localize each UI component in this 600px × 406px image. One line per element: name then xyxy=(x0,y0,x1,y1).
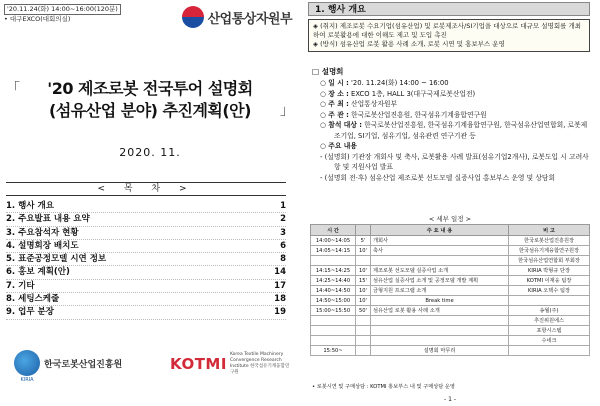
table-row xyxy=(311,256,590,266)
info-value: 산업통상자원부 xyxy=(348,100,398,108)
schedule-cell-note: KOTMI 이재웅 팀장 xyxy=(509,276,590,286)
kiria-name: 한국로봇산업진흥원 xyxy=(44,359,123,370)
schedule-cell-content: 섬유산업 로봇 활용 사례 소개 xyxy=(371,306,509,316)
toc-item xyxy=(6,306,286,319)
schedule-cell-time: 14:00~14:05 xyxy=(311,236,356,246)
schedule-cell-dur: 5' xyxy=(356,236,371,246)
toc-item-page: 3 xyxy=(280,227,286,238)
col-note: 비 고 xyxy=(509,225,590,236)
schedule-cell-time: 14:15~14:25 xyxy=(311,266,356,276)
title-line-1: '20 제조로봇 전국투어 설명회 xyxy=(47,79,253,98)
document-date: 2020. 11. xyxy=(119,146,181,159)
event-meta xyxy=(4,4,121,24)
schedule-cell-dur: 10' xyxy=(356,286,371,296)
info-item xyxy=(320,152,590,173)
schedule-cell-note: 송월(주) xyxy=(509,306,590,316)
schedule-cell-dur xyxy=(356,336,371,346)
table-row xyxy=(311,296,590,306)
toc-item-page: 8 xyxy=(280,254,286,265)
schedule-cell-note xyxy=(509,346,590,356)
event-datetime: '20.11.24(화) 14:00~16:00(120분) xyxy=(4,4,121,15)
info-item xyxy=(320,110,590,121)
title-bracket-close: 」 xyxy=(280,103,294,119)
toc-item-label: 1. 행사 개요 xyxy=(6,201,54,211)
schedule-cell-note: 한국섬유산업연합회 부회장 xyxy=(509,256,590,266)
schedule-cell-content: Break time xyxy=(371,296,509,306)
schedule-cell-time: 15:00~15:50 xyxy=(311,306,356,316)
table-row xyxy=(311,326,590,336)
toc-item xyxy=(6,240,286,253)
schedule-cell-dur xyxy=(356,256,371,266)
toc-item-label: 5. 표준공정모델 시연 정보 xyxy=(6,254,107,265)
schedule-cell-dur: 15' xyxy=(356,276,371,286)
schedule-cell-note: 한국섬유기계융합연구원장 xyxy=(509,246,590,256)
toc-item xyxy=(6,266,286,279)
toc-item-page: 2 xyxy=(280,214,286,225)
footnote: • 로봇시연 및 구매상담 : KOTMI 홍보부스 내 및 구매상담 운영 xyxy=(312,384,455,390)
toc-item-page: 6 xyxy=(280,240,286,251)
toc-item-page: 14 xyxy=(274,267,286,278)
info-item xyxy=(320,120,590,141)
info-item xyxy=(320,99,590,110)
col-time: 시 간 xyxy=(311,225,356,236)
info-key: ○ 참석 대상 : xyxy=(320,121,363,129)
title-line-2: (섬유산업 분야) 추진계획(안) xyxy=(49,101,251,120)
page-number: - 1 - xyxy=(444,396,456,403)
toc-item-label: 2. 주요발표 내용 요약 xyxy=(6,214,90,225)
toc-item-page: 17 xyxy=(274,280,286,291)
schedule-cell-content: 축사 xyxy=(371,246,509,256)
schedule-cell-dur: 10' xyxy=(356,266,371,276)
subsection-title: □ 설명회 xyxy=(312,67,344,76)
info-item xyxy=(320,89,590,100)
toc-item xyxy=(6,253,286,266)
table-row xyxy=(311,246,590,256)
toc-item-label: 4. 설명회장 배치도 xyxy=(6,240,79,251)
toc-item-label: 9. 업무 분장 xyxy=(6,307,54,318)
table-of-contents xyxy=(6,182,286,320)
kotmi-wordmark: KOTMI xyxy=(170,355,227,373)
toc-item xyxy=(6,280,286,293)
schedule-cell-time xyxy=(311,336,356,346)
schedule-cell-time: 14:05~14:15 xyxy=(311,246,356,256)
schedule-cell-time: 14:50~15:00 xyxy=(311,296,356,306)
toc-item-page: 18 xyxy=(274,294,286,305)
document-title xyxy=(6,78,294,122)
schedule-cell-time xyxy=(311,326,356,336)
schedule-cell-content: 섬유산업 실증사업 소개 및 공정모델 개발 계획 xyxy=(371,276,509,286)
table-row xyxy=(311,346,590,356)
col-content: 주 요 내 용 xyxy=(371,225,509,236)
event-info-list xyxy=(320,78,590,183)
info-key: ○ 장 소 : xyxy=(320,89,349,98)
info-value: EXCO 1층, HALL 3(대구국제로봇산업전) xyxy=(348,89,476,98)
toc-item-label: 7. 기타 xyxy=(6,280,35,291)
schedule-cell-content: 금형지원 프로그램 소개 xyxy=(371,286,509,296)
col-duration xyxy=(356,225,371,236)
schedule-cell-dur: 50' xyxy=(356,306,371,316)
table-row xyxy=(311,306,590,316)
schedule-cell-content xyxy=(371,336,509,346)
summary-method: ◈ (방식) 섬유산업 로봇 활용 사례 소개, 로봇 시연 및 홍보부스 운영 xyxy=(313,40,505,48)
schedule-cell-dur xyxy=(356,326,371,336)
table-row xyxy=(311,266,590,276)
info-key: ○ 일 시 : xyxy=(320,79,349,87)
table-row xyxy=(311,236,590,246)
summary-purpose: ◈ (취지) 제조로봇 수요기업(섬유산업) 및 로봇제조사/SI기업을 대상으로 대규모 설명회를 개최하여 로봇활용에 대한 이해도 제고 및 도입 촉진 xyxy=(313,22,582,39)
toc-item-page: 1 xyxy=(280,201,286,211)
info-value: - (설명회 전·후) 섬유산업 제조로봇 선도모델 실증사업 홍보부스 운영 및 상담회 xyxy=(320,173,556,182)
info-key: ○ 주요 내용 xyxy=(320,142,357,150)
title-bracket-open: 「 xyxy=(6,81,20,97)
schedule-cell-dur: 10' xyxy=(356,296,371,306)
info-item xyxy=(320,173,590,184)
kiria-logo xyxy=(14,350,123,383)
schedule-cell-content xyxy=(371,256,509,266)
schedule-cell-content: 제조로봇 선도모델 실증사업 소개 xyxy=(371,266,509,276)
table-row xyxy=(311,276,590,286)
taeguk-emblem-icon xyxy=(182,6,204,28)
schedule-cell-time: 14:25~14:40 xyxy=(311,276,356,286)
toc-item xyxy=(6,293,286,306)
table-row xyxy=(311,316,590,326)
table-row xyxy=(311,286,590,296)
info-key: ○ 주 관 : xyxy=(320,110,349,119)
schedule-table xyxy=(310,224,590,356)
schedule-cell-dur: 10' xyxy=(356,246,371,256)
table-row xyxy=(311,336,590,346)
toc-item-label: 8. 세팅스케줄 xyxy=(6,294,60,305)
schedule-cell-dur xyxy=(356,346,371,356)
kiria-emblem-icon: KIRIA xyxy=(14,350,40,376)
kotmi-logo xyxy=(170,352,292,376)
ministry-logo xyxy=(182,6,292,28)
schedule-cell-note: 포항시스템 xyxy=(509,326,590,336)
info-key: ○ 주 최 : xyxy=(320,100,349,108)
toc-item-label: 6. 홍보 계획(안) xyxy=(6,267,70,278)
schedule-cell-note: KIRIA 박형규 단장 xyxy=(509,266,590,276)
toc-item xyxy=(6,227,286,240)
toc-item xyxy=(6,213,286,226)
overview-page xyxy=(300,0,600,406)
summary-box xyxy=(308,19,590,52)
schedule-cell-content xyxy=(371,316,509,326)
schedule-cell-content: 개회사 xyxy=(371,236,509,246)
schedule-cell-note: 한국로봇산업진흥원장 xyxy=(509,236,590,246)
ministry-name: 산업통상자원부 xyxy=(207,11,292,27)
kotmi-subtitle: Korea Textile Machinery Convergence Research Institute 한국섬유기계융합연구원 xyxy=(229,352,290,375)
schedule-cell-note: 수네크 xyxy=(509,336,590,346)
schedule-cell-dur xyxy=(356,316,371,326)
toc-heading: < 목 차 > xyxy=(6,182,286,196)
schedule-cell-time: 14:40~14:50 xyxy=(311,286,356,296)
info-value: 한국로봇산업진흥원, 한국섬유기계융합연구원, 한국섬유산업연합회, 로봇제조기업, SI기업, 섬유기업, 섬유관련 연구기관 등 xyxy=(334,121,588,140)
info-value: '20. 11.24(화) 14:00 ~ 16:00 xyxy=(348,79,449,87)
info-item xyxy=(320,141,590,152)
schedule-cell-content xyxy=(371,326,509,336)
schedule-header-row xyxy=(311,225,590,236)
schedule-cell-time: 15:50~ xyxy=(311,346,356,356)
schedule-title: < 세부 일정 > xyxy=(428,215,472,223)
info-value: - (설명회) 기관장 개회사 및 축사, 로봇활용 사례 발표(섬유기업2개사), 로봇도입 시 고려사항 및 지원사업 발표 xyxy=(320,152,589,171)
schedule-cell-note xyxy=(509,296,590,306)
toc-item-page: 19 xyxy=(274,307,286,318)
toc-item xyxy=(6,200,286,213)
toc-item-label: 3. 주요참석자 현황 xyxy=(6,227,79,238)
schedule-cell-note: KIRIA 오택수 팀장 xyxy=(509,286,590,296)
section-heading: 1. 행사 개요 xyxy=(308,2,590,16)
schedule-cell-note: 추진위원에스 xyxy=(509,316,590,326)
info-value: 한국로봇산업진흥원, 한국섬유기계융합연구원 xyxy=(348,110,487,119)
schedule-cell-time xyxy=(311,256,356,266)
schedule-cell-content: 설명회 마무리 xyxy=(371,346,509,356)
info-item xyxy=(320,78,590,89)
event-place: • 대구EXCO(대회의실) xyxy=(4,15,71,23)
schedule-cell-time xyxy=(311,316,356,326)
